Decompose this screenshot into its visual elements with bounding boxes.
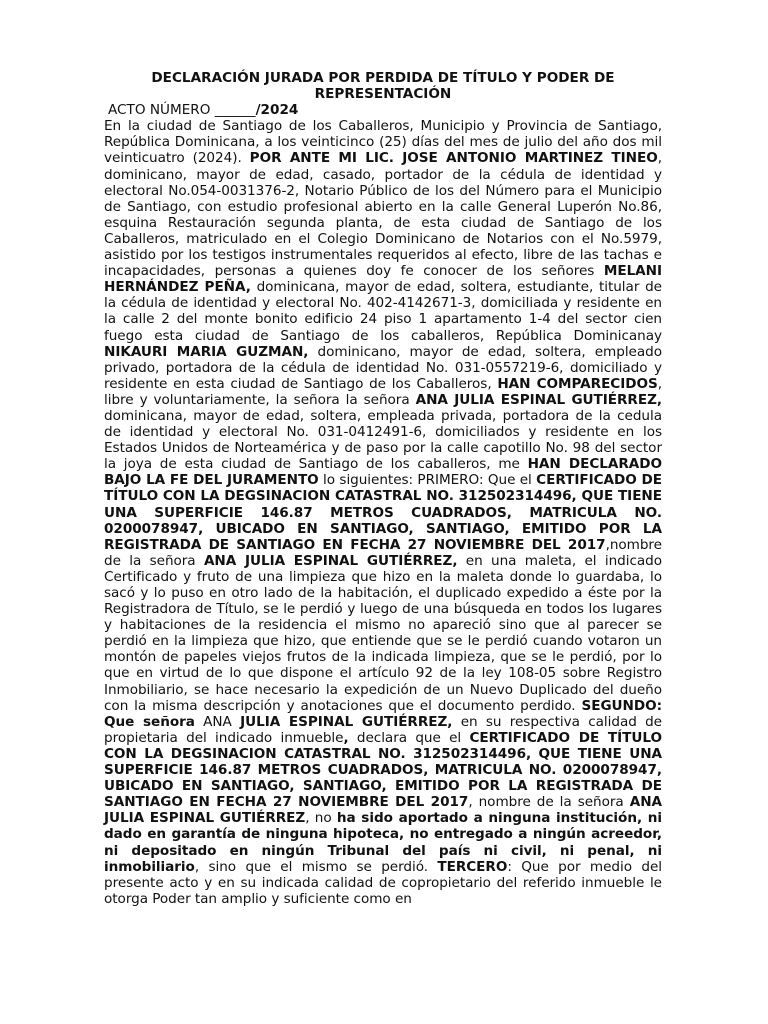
bold-text-segment: ANA JULIA ESPINAL GUTIÉRREZ	[104, 794, 662, 827]
bold-text-segment: ANA JULIA ESPINAL GUTIÉRREZ,	[415, 391, 662, 408]
text-segment: , dominicano, mayor de edad, casado, portador de la cédula de identidad y electoral No.054-0031376-2, Notario Público de los del Número para el Municipio de Santiago, con estudio profesional abierto en la calle General Luperón No.86, esquina Restauración segunda planta, de esta ciudad de Santiago de los Caballeros, matriculado en el Colegio Dominicano de Notarios con el No.5979, asistido por los testigos instrumentales requeridos al efecto, libre de las tachas e incapacidades, personas a quienes doy fe conocer de los señores	[104, 150, 662, 280]
document-title: DECLARACIÓN JURADA POR PERDIDA DE TÍTULO Y PODER DE REPRESENTACIÓN	[151, 70, 615, 103]
bold-text-segment: ANA JULIA ESPINAL GUTIÉRREZ,	[203, 552, 458, 569]
acto-number-line	[108, 102, 662, 118]
text-segment: En la ciudad de Santiago de los Caballeros, Municipio y Provincia de Santiago, República Dominicana, a los veinticinco (25) días del mes de julio del año dos mil veinticuatro (2024).	[104, 118, 662, 167]
bold-text-segment: HAN COMPARECIDOS	[497, 375, 658, 392]
text-segment: en su respectiva calidad de propietaria del indicado inmueble	[104, 713, 662, 746]
bold-text-segment: TERCERO	[437, 858, 508, 875]
bold-text-segment: JULIA ESPINAL GUTIÉRREZ,	[240, 713, 453, 730]
text-segment: en una maleta, el indicado Certificado y fruto de una limpieza que hizo en la maleta donde lo guardaba, lo sacó y lo puso en otro lado de la habitación, el duplicado expedido a éste por la Registradora de Título, se le perdió y luego de una búsqueda en todos los lugares y habitaciones de la residencia el mismo no apareció sino que al parecer se perdió en la limpieza que hizo, que entiende que se le perdió cuando votaron un montón de papeles viejos frutos de la indicada limpieza, que se le perdió, por lo que en virtud de lo que dispone el artículo 92 de la ley 108-05 sobre Registro Inmobiliario, se hace necesario la expedición de un Nuevo Duplicado del dueño con la misma descripción y anotaciones que el documento perdido.	[104, 552, 662, 714]
text-segment: ANA	[194, 713, 241, 730]
text-segment: dominicana, mayor de edad, soltera, estudiante, titular de la cédula de identidad y electoral No. 402-4142671-3, domiciliada y residente en la calle 2 del monte bonito edificio 24 piso 1 apartamento 1-4 del sector cien fuego esta ciudad de Santiago de los caballeros, República Dominicanay	[104, 279, 662, 344]
bold-text-segment: ha sido aportado a ninguna institución, ni dado en garantía de ninguna hipoteca, no entregado a ningún acreedor, ni depositado en ningún Tribunal del país ni civil, ni penal, ni inmobiliario	[104, 810, 662, 875]
declaration-body	[104, 118, 662, 907]
bold-text-segment: MELANI HERNÁNDEZ PEÑA,	[104, 263, 662, 296]
text-segment: , no	[305, 810, 337, 827]
text-segment: dominicana, mayor de edad, soltera, empleada privada, portadora de la cedula de identidad y electoral No. 031-0412491-6, domiciliados y residente en los Estados Unidos de Norteamérica y de paso por la calle capotillo No. 98 del sector la joya de esta ciudad de Santiago de los caballeros, me	[104, 407, 662, 473]
text-segment: declara que el	[348, 729, 470, 746]
text-segment: , libre y voluntariamente, la señora la señora	[104, 375, 662, 408]
text-segment: ,nombre de la señora	[104, 536, 662, 569]
bold-text-segment: NIKAURI MARIA GUZMAN,	[104, 343, 309, 360]
bold-text-segment: POR ANTE MI LIC. JOSE ANTONIO MARTINEZ TINEO	[249, 150, 658, 167]
acto-year: /2024	[255, 102, 299, 119]
bold-text-segment: SEGUNDO: Que señora	[104, 697, 662, 730]
text-segment: : Que por medio del presente acto y en su indicada calidad de copropietario del referido inmueble le otorga Poder tan amplio y suficiente como en	[104, 858, 662, 907]
bold-text-segment: CERTIFICADO DE TÍTULO CON LA DEGSINACION CATASTRAL NO. 312502314496, QUE TIENE UNA SUPERFICIE 146.87 METROS CUADRADOS, MATRICULA NO. 0200078947, UBICADO EN SANTIAGO, SANTIAGO, EMITIDO POR LA REGISTRADA DE SANTIAGO EN FECHA 27 NOVIEMBRE DEL 2017	[104, 729, 662, 811]
text-segment: dominicano, mayor de edad, soltera, empleado privado, portadora de la cédula de identidad No. 031-0557219-6, domiciliado y residente en esta ciudad de Santiago de los Caballeros,	[104, 343, 662, 392]
acto-number-label: ACTO NÚMERO ______	[108, 102, 256, 119]
text-segment: , nombre de la señora	[468, 794, 630, 811]
bold-text-segment: ,	[343, 729, 349, 746]
text-segment: lo siguientes: PRIMERO: Que el	[318, 472, 537, 489]
bold-text-segment: CERTIFICADO DE TÍTULO CON LA DEGSINACION CATASTRAL NO. 312502314496, QUE TIENE UNA SUPERFICIE 146.87 METROS CUADRADOS, MATRICULA NO. 0200078947, UBICADO EN SANTIAGO, SANTIAGO, EMITIDO POR LA REGISTRADA DE SANTIAGO EN FECHA 27 NOVIEMBRE DEL 2017	[104, 472, 662, 553]
bold-text-segment: HAN DECLARADO BAJO LA FE DEL JURAMENTO	[104, 456, 662, 489]
text-segment: , sino que el mismo se perdió.	[194, 858, 438, 875]
